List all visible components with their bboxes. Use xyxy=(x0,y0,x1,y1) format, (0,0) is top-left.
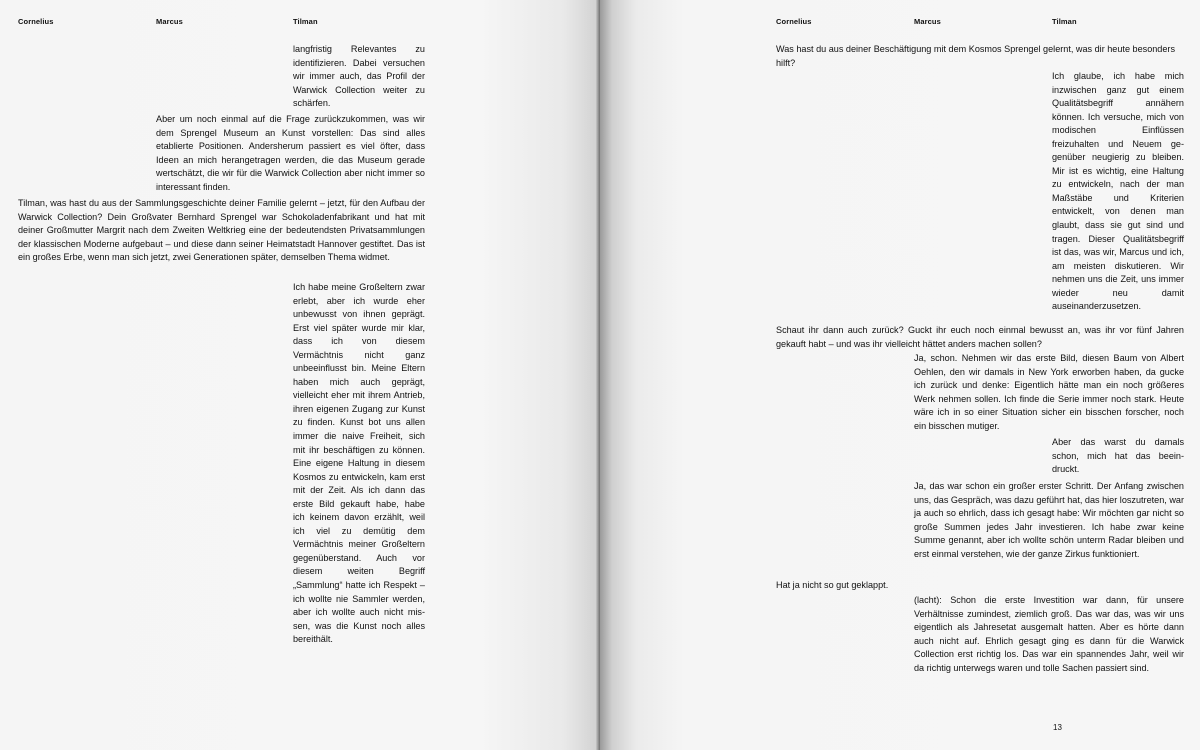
answer-marcus: Aber um noch einmal auf die Frage zurückzukommen, was wir dem Sprengel Museum an Kunst vorstellen: Das sind alles etablierte Positionen. Andersherum passiert es viel öfter, dass Ideen an mich herangetragen werden, die das Museum gerade wertschätzt, die wir für die Warwick Collection aber nicht immer so interessant finden. xyxy=(156,114,425,192)
question-cornelius: Was hast du aus deiner Beschäftigung mit dem Kosmos Sprengel gelernt, was dir heute besonders hilft? xyxy=(776,44,1175,68)
speaker-header-marcus: Marcus xyxy=(156,17,183,26)
answer-tilman: Aber das warst du damals schon, mich hat das beeindruckt. xyxy=(1052,437,1184,475)
answer-marcus: Ja, das war schon ein großer erster Schritt. Der Anfang zwischen uns, das Gespräch, was dazu geführt hat, das hier loszutreten, war ja auch so ehrlich, dass ich gesagt habe: Wir möchten gar nicht so große Summen jedes Jahr investieren. Ich habe zwar keine Summe genannt, aber ich wollte schön unterm Radar bleiben und erst einmal verstehen, wie der ganze Zirkus funktioniert. xyxy=(914,481,1184,559)
question-cornelius: Tilman, was hast du aus der Sammlungsgeschichte deiner Familie gelernt – jetzt, für den Aufbau der Warwick Collection? Dein Großvater Bernhard Sprengel war Schokoladenfabrikant und hat mit deiner Großmutter Margrit nach dem Zweiten Weltkrieg eine der bedeutendsten Privatsammlungen der klassischen Moderne aufgebaut – und diese dann seiner Heimatstadt Hannover gestiftet. Das ist ein großes Erbe, wenn man sich jetzt, zwei Generationen später, demselben Thema widmet. xyxy=(18,198,425,263)
question-cornelius: Schaut ihr dann auch zurück? Guckt ihr euch noch einmal bewusst an, was ihr vor fünf Jahren gekauft habt – und was ihr vielleicht hättet anders machen sollen? xyxy=(776,325,1184,349)
answer-marcus: (lacht): Schon die erste Investition war dann, für unsere Verhältnisse zumindest, ziemlich groß. Das war das, was wir uns eigentlich als Jahresetat ausgemalt hatten. Aber es hörte dann auch nicht auf. Ehrlich gesagt ging es dann für die Warwick Collection erst richtig los. Das war ein spannendes Jahr, weil wir da richtig unterwegs waren und tolle Sachen passiert sind. xyxy=(914,595,1184,673)
question-cornelius: Hat ja nicht so gut geklappt. xyxy=(776,580,889,590)
speaker-header-tilman: Tilman xyxy=(293,17,318,26)
answer-tilman-continued: langfristig Relevantes zu identifizieren. Dabei versuchen wir immer auch, das Profil der Warwick Collection weiter zu schärfen. xyxy=(293,44,425,109)
answer-marcus: Ja, schon. Nehmen wir das erste Bild, diesen Baum von Albert Oehlen, den wir damals in New York erworben haben, da gucke ich zurück und denke: Eigentlich hätte man ein noch größeres Werk nehmen sollen. Ich finde die Serie immer noch stark. Heute wäre ich in so einer Situation sicher ein bisschen forscher, noch ein bisschen mutiger. xyxy=(914,353,1184,431)
answer-tilman: Ich habe meine Großeltern zwar erlebt, aber ich wurde eher unbewusst von ihnen geprägt. Erst viel später wurde mir klar, dass ich von diesem Vermächtnis nicht ganz unbeeinflusst bin. Meine Eltern haben mich auch geprägt, vielleicht eher mit ihrem Antrieb, ihren eigenen Zugang zur Kunst zu finden. Kunst bot uns allen immer die naive Freiheit, sich mit ihr beschäftigen zu können. Eine eigene Haltung in diesem Kosmos zu entwickeln, kam erst mit der Zeit. Als ich dann das erste Bild gekauft habe, habe ich keinem davon erzählt, weil ich viel zu demütig dem Vermächtnis meiner Großeltern gegenüberstand. Auch vor diesem weiten Begriff „Sammlung“ hatte ich Respekt – ich wollte nie Sammler werden, aber ich wollte auch nicht missen, was die Kunst noch alles bereithält. xyxy=(293,282,425,645)
speaker-header-cornelius: Cornelius xyxy=(776,17,812,26)
page-number: 13 xyxy=(1053,723,1062,732)
speaker-header-tilman: Tilman xyxy=(1052,17,1077,26)
answer-tilman: Ich glaube, ich habe mich inzwischen ganz gut einem Qualitätsbegriff annähern können. Ich versuche, mich von modischen Einflüssen freizuhalten und Neuem gegenüber neugierig zu bleiben. Mir ist es wichtig, eine Haltung zu entwickeln, nach der man Maßstäbe und Kriterien entwickelt, von denen man glaubt, dass sie gut sind und tragen. Dieser Qualitätsbegriff ist das, was wir, Marcus und ich, am meisten diskutieren. Wir nehmen uns die Zeit, uns immer wieder neu damit auseinanderzusetzen. xyxy=(1052,71,1184,312)
right-page xyxy=(600,0,1200,750)
speaker-header-marcus: Marcus xyxy=(914,17,941,26)
speaker-header-cornelius: Cornelius xyxy=(18,17,54,26)
